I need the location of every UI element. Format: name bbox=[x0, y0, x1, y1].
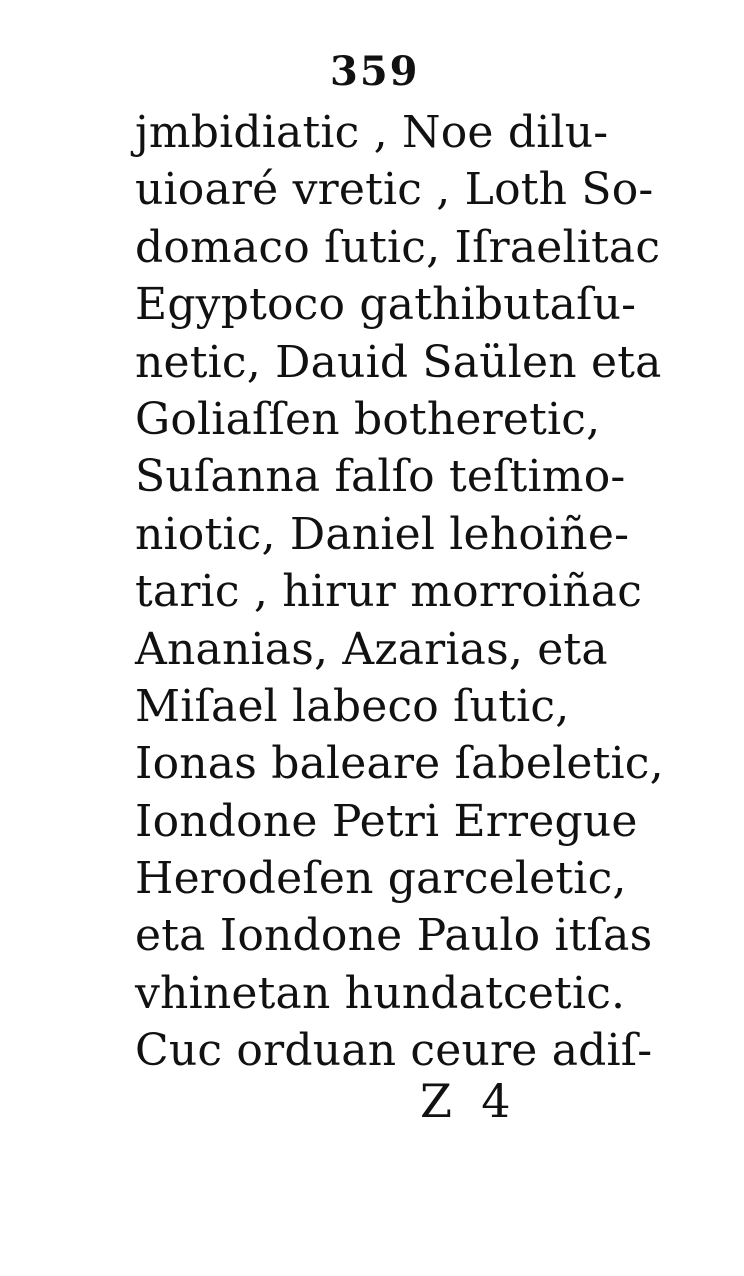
page-number: 359 bbox=[330, 48, 420, 95]
text-line: Suſanna falſo teſtimo- bbox=[135, 451, 626, 503]
text-line: Goliaſſen botheretic, bbox=[135, 393, 601, 445]
text-line: netic, Dauid Saülen eta bbox=[135, 336, 662, 388]
text-line: Egyptoco gathibutaſu- bbox=[135, 279, 637, 331]
text-line: Cuc orduan ceure adiſ- bbox=[135, 1025, 653, 1077]
text-line: Ionas baleare ſabeletic, bbox=[135, 738, 664, 790]
text-line: taric , hirur morroiñac bbox=[135, 566, 643, 618]
body-text bbox=[135, 104, 664, 1080]
text-line: eta Iondone Paulo itſas bbox=[135, 910, 653, 962]
text-line: Ananias, Azarias, eta bbox=[135, 623, 608, 675]
text-line: domaco ſutic, Iſraelitac bbox=[135, 221, 661, 273]
text-line: Herodeſen garceletic, bbox=[135, 853, 627, 905]
signature-mark: Z 4 bbox=[420, 1074, 511, 1128]
text-line: uioaré vretic , Loth So- bbox=[135, 164, 654, 216]
text-line: Iondone Petri Erregue bbox=[135, 795, 638, 847]
text-line: vhinetan hundatcetic. bbox=[135, 967, 626, 1019]
text-line: niotic, Daniel lehoiñe- bbox=[135, 508, 630, 560]
text-line: Miſael labeco ſutic, bbox=[135, 680, 570, 732]
text-line: jmbidiatic , Noe dilu- bbox=[135, 107, 609, 158]
